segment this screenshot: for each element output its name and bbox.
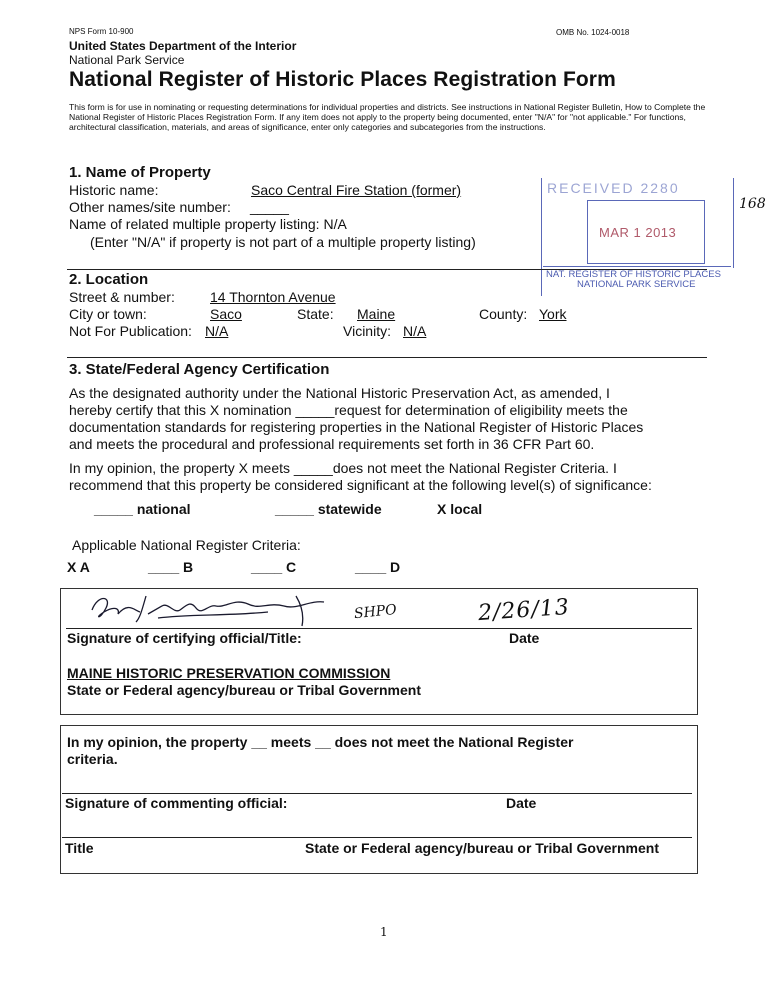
comment-signature-label: Signature of commenting official: — [65, 795, 288, 811]
stamp-line2: NATIONAL PARK SERVICE — [577, 279, 696, 290]
city-value: Saco — [210, 306, 242, 322]
other-names-label: Other names/site number: — [69, 199, 231, 215]
cert-date-label: Date — [509, 630, 540, 646]
form-number: NPS Form 10-900 — [69, 27, 134, 36]
page-title: National Register of Historic Places Registration Form — [69, 68, 616, 91]
agency-label: State or Federal agency/bureau or Tribal Government — [67, 682, 421, 698]
criterion-b: ____ B — [148, 559, 194, 575]
city-label: City or town: — [69, 306, 147, 322]
related-listing-note: (Enter "N/A" if property is not part of a multiple property listing) — [90, 234, 476, 250]
section1-heading: 1. Name of Property — [69, 164, 211, 181]
opinion-line2: criteria. — [67, 751, 118, 767]
vicinity-label: Vicinity: — [343, 323, 391, 339]
cert-para-line: As the designated authority under the National Historic Preservation Act, as amended, I — [69, 385, 610, 401]
opinion-para-line: In my opinion, the property X meets _____does not meet the National Register Criteria. I — [69, 460, 617, 476]
comment-agency-label: State or Federal agency/bureau or Tribal Government — [305, 840, 659, 856]
department-name: United States Department of the Interior — [69, 39, 297, 53]
criterion-c: ____ C — [251, 559, 297, 575]
section-divider — [67, 269, 707, 270]
historic-name-value: Saco Central Fire Station (former) — [251, 182, 462, 198]
nfp-value: N/A — [205, 323, 229, 339]
vicinity-value: N/A — [403, 323, 427, 339]
section-divider — [67, 357, 707, 358]
margin-note: 168 — [739, 196, 766, 212]
cert-para-line: and meets the procedural and professional requirements set forth in 36 CFR Part 60. — [69, 436, 595, 452]
stamp-line1: NAT. REGISTER OF HISTORIC PLACES — [546, 269, 721, 280]
level-local: X local — [437, 501, 483, 517]
cert-para-line: hereby certify that this X nomination _____request for determination of eligibility meets the — [69, 402, 628, 418]
received-text: RECEIVED 2280 — [547, 180, 680, 196]
county-label: County: — [479, 306, 528, 322]
comment-date-label: Date — [506, 795, 537, 811]
related-listing-value: N/A — [323, 216, 347, 232]
handwritten-title: SHPO — [353, 601, 398, 623]
stamp-date: MAR 1 2013 — [599, 225, 677, 240]
historic-name-label: Historic name: — [69, 182, 159, 198]
street-label: Street & number: — [69, 289, 175, 305]
received-stamp — [541, 178, 736, 296]
page-number: 1 — [380, 925, 388, 939]
cert-signature-label: Signature of certifying official/Title: — [67, 630, 302, 646]
handwritten-date: 2/26/13 — [477, 594, 571, 627]
signature-line — [66, 628, 692, 629]
title-line — [62, 837, 692, 838]
agency-name: MAINE HISTORIC PRESERVATION COMMISSION — [67, 665, 391, 681]
other-names-value: _____ — [250, 199, 289, 215]
nfp-label: Not For Publication: — [69, 323, 192, 339]
section3-heading: 3. State/Federal Agency Certification — [69, 361, 330, 378]
state-value: Maine — [357, 306, 396, 322]
level-statewide: _____ statewide — [275, 501, 382, 517]
street-value: 14 Thornton Avenue — [210, 289, 336, 305]
criteria-label: Applicable National Register Criteria: — [72, 537, 301, 553]
section2-heading: 2. Location — [69, 271, 149, 288]
county-value: York — [539, 306, 567, 322]
service-name: National Park Service — [69, 53, 185, 67]
criterion-d: ____ D — [355, 559, 401, 575]
level-national: _____ national — [94, 501, 191, 517]
handwritten-signature — [88, 588, 348, 633]
related-listing-label: Name of related multiple property listing: — [69, 216, 320, 232]
intro-text: This form is for use in nominating or requesting determinations for individual properties and districts. See instructions in National Register Bulletin, How to Complete the National Register of Historic Places Registration Form. If any item does not apply to the property being documented, enter "N/A" for "not applicable." For functions, architectural classification, materials, and areas of significance, enter only categories and subcategories from the instructions. — [69, 102, 706, 133]
opinion-para-line: recommend that this property be considered significant at the following level(s) of significance: — [69, 477, 652, 493]
comment-title-label: Title — [65, 840, 94, 856]
state-label: State: — [297, 306, 334, 322]
related-listing-row — [69, 216, 347, 232]
cert-para-line: documentation standards for registering properties in the National Register of Historic Places — [69, 419, 644, 435]
omb-number: OMB No. 1024-0018 — [556, 28, 630, 37]
signature-line — [62, 793, 692, 794]
criterion-a: X A — [67, 559, 90, 575]
opinion-line1: In my opinion, the property __ meets __ does not meet the National Register — [67, 734, 574, 750]
